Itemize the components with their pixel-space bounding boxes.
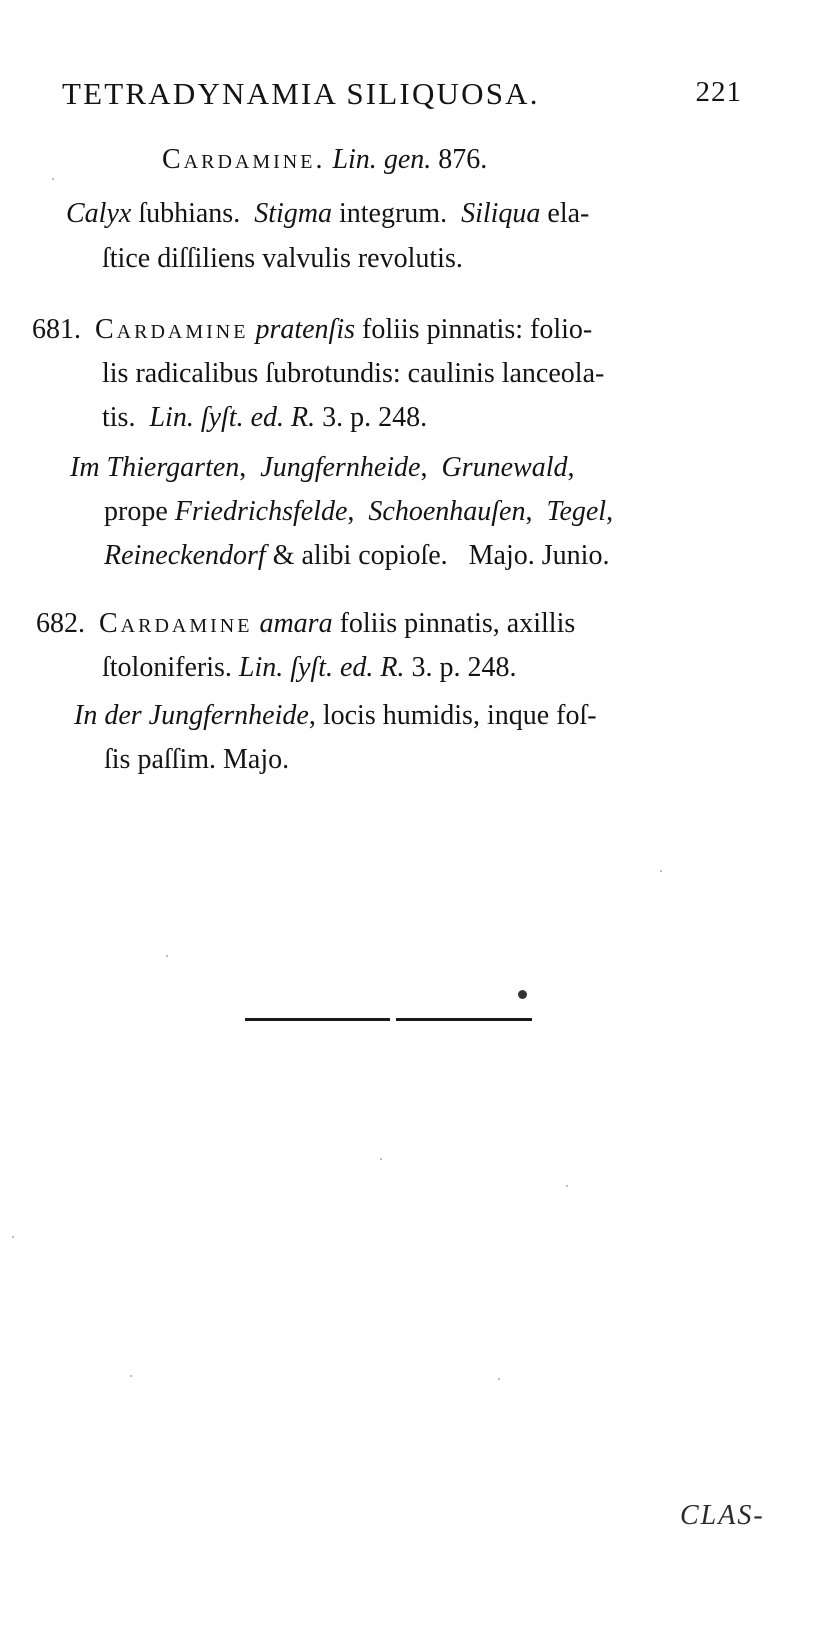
- locality-name: Grunewald: [441, 452, 568, 483]
- entry-reference: Lin. ſyſt. ed. R.: [238, 652, 405, 683]
- genus-description-line-2: ſtice diſſiliens valvulis revolutis.: [102, 243, 463, 274]
- entry-description: foliis pinnatis, axillis: [339, 608, 576, 639]
- entry-682-locality-2: ſis paſſim. Majo.: [104, 744, 290, 775]
- entry-reference-page: 3. p. 248.: [411, 652, 517, 683]
- locality-name: Tegel: [546, 496, 607, 527]
- entry-682-line-1: [36, 606, 575, 642]
- entry-681-locality-2: [104, 494, 613, 530]
- entry-682-locality-1: [74, 698, 597, 734]
- entry-description-end: tis.: [102, 402, 136, 433]
- entry-681-locality-3: [104, 538, 609, 574]
- closing-rule-right: [396, 1018, 532, 1021]
- genus-name: Cardamine.: [162, 144, 326, 175]
- entry-species: pratenſis: [255, 314, 356, 345]
- paper-speck: [130, 1375, 132, 1377]
- genus-ref-lin: Lin.: [332, 144, 377, 175]
- entry-681-line-2: lis radicalibus ſubrotundis: caulinis lanceola-: [102, 358, 605, 389]
- entry-genus: Cardamine: [95, 314, 249, 345]
- page-number: 221: [695, 76, 742, 108]
- paper-speck: [566, 1185, 568, 1187]
- calyx-text: ſubhians.: [138, 198, 241, 229]
- locality-prefix: prope: [104, 496, 168, 527]
- running-head: TETRADYNAMIA SILIQUOSA.: [62, 76, 540, 111]
- entry-reference: Lin. ſyſt. ed. R.: [149, 402, 316, 433]
- locality-name: Friedrichsfelde: [174, 496, 348, 527]
- catchword: CLAS-: [680, 1500, 765, 1531]
- locality-name: Reineckendorf: [104, 540, 266, 571]
- punctuation: ,: [567, 452, 575, 483]
- paper-speck: [12, 1236, 14, 1238]
- entry-description-end: ſtoloniferis.: [102, 652, 232, 683]
- punctuation: ,: [347, 496, 355, 527]
- entry-681-locality-1: [70, 450, 574, 486]
- genus-description-line-1: [66, 196, 589, 232]
- punctuation: ,: [239, 452, 247, 483]
- stigma-label: Stigma: [254, 198, 332, 229]
- locality-name: Im Thiergarten: [70, 452, 240, 483]
- genus-ref-gen: gen.: [383, 144, 432, 175]
- entry-number: 681.: [32, 314, 81, 345]
- calyx-label: Calyx: [66, 198, 132, 229]
- page-header: [62, 76, 742, 120]
- locality-name: In der Jungfernheide: [74, 700, 309, 731]
- closing-rule-left: [245, 1018, 390, 1021]
- entry-681-line-3: [102, 400, 427, 436]
- paper-speck: [52, 178, 54, 180]
- punctuation: ,: [525, 496, 533, 527]
- entry-682-line-2: [102, 650, 517, 686]
- locality-name: Schoenhauſen: [368, 496, 526, 527]
- stigma-text: integrum.: [338, 198, 448, 229]
- locality-name: Jungfernheide: [260, 452, 421, 483]
- genus-heading: [162, 142, 487, 178]
- entry-number: 682.: [36, 608, 85, 639]
- entry-species: amara: [259, 608, 333, 639]
- locality-end: & alibi copioſe. Majo. Junio.: [272, 540, 610, 571]
- paper-speck: [380, 1158, 382, 1160]
- ink-blot: [518, 990, 527, 999]
- entry-reference-page: 3. p. 248.: [322, 402, 428, 433]
- punctuation: ,: [420, 452, 428, 483]
- punctuation: ,: [606, 496, 614, 527]
- siliqua-label: Siliqua: [461, 198, 541, 229]
- paper-speck: [660, 870, 662, 872]
- paper-speck: [498, 1378, 500, 1380]
- genus-ref-number: 876.: [438, 144, 488, 175]
- entry-genus: Cardamine: [99, 608, 253, 639]
- locality-text: , locis humidis, inque foſ-: [308, 700, 597, 731]
- entry-description: foliis pinnatis: folio-: [362, 314, 593, 345]
- paper-speck: [166, 955, 168, 957]
- entry-681-line-1: [32, 312, 592, 348]
- siliqua-text: ela-: [547, 198, 590, 229]
